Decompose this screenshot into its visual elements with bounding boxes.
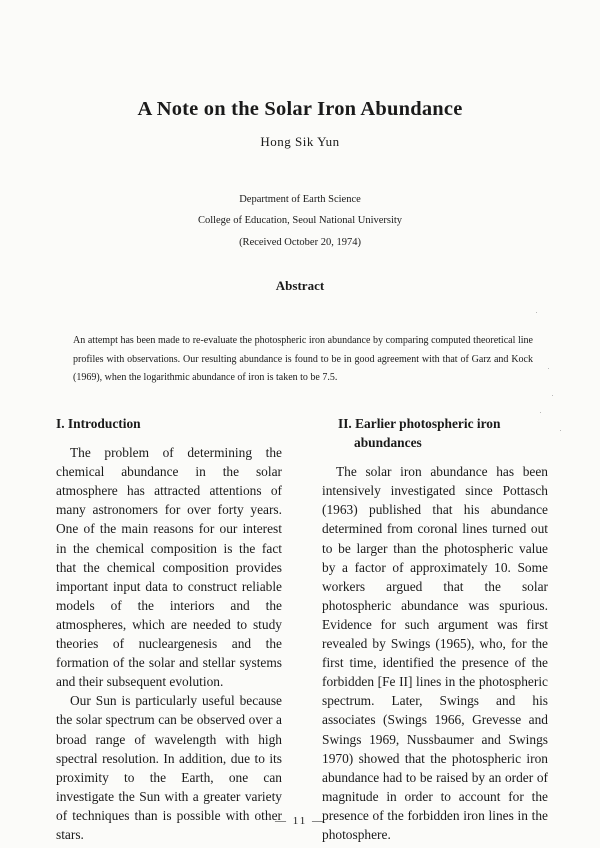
author-name: Hong Sik Yun bbox=[260, 134, 340, 149]
abstract-heading: Abstract bbox=[275, 278, 325, 293]
affiliation-college: College of Education, Seoul National University bbox=[197, 215, 403, 226]
scan-speck bbox=[548, 368, 549, 369]
abstract-text: An attempt has been made to re-evaluate the photospheric iron abundance by comparing computed theoretical line profiles with observations. Our resulting abundance is found to be in good agreement with that of Garz and Kock (1969), when the logarithmic abundance of iron is taken to be 7.5. bbox=[73, 335, 533, 384]
intro-paragraph-1: The problem of determining the chemical abundance in the solar atmosphere has attracted attentions of many astronomers for over forty years. One of the main reasons for our interest in the chemical composition is the fact that the chemical composition provides important input data to construct reliable models of the interiors and the atmospheres, which are needed to study theories of nucleargenesis and the formation of the solar and stellar systems and their subsequent evolution. bbox=[56, 445, 282, 690]
scan-speck bbox=[540, 412, 541, 413]
paper-title: A Note on the Solar Iron Abundance bbox=[137, 98, 463, 120]
left-column bbox=[56, 414, 282, 844]
section-heading-introduction: I. Introduction bbox=[56, 416, 141, 431]
scan-speck bbox=[552, 395, 553, 396]
scan-speck bbox=[560, 430, 561, 431]
intro-paragraph-2: Our Sun is particularly useful because the solar spectrum can be observed over a broad range of wavelength with high spectral resolution. In addition, due to its proximity to the Earth, one can investigate the Sun with a greater variety of techniques than is possible with other stars. bbox=[56, 693, 282, 842]
received-date: (Received October 20, 1974) bbox=[239, 237, 361, 248]
affiliation-department: Department of Earth Science bbox=[239, 194, 361, 205]
right-column bbox=[322, 414, 548, 844]
scan-speck bbox=[536, 312, 537, 313]
page-number: — 11 — bbox=[274, 815, 326, 827]
section-heading-earlier-abundances: II. Earlier photospheric iron abundances bbox=[338, 416, 501, 451]
earlier-paragraph-1: The solar iron abundance has been intensively investigated since Pottasch (1963) published that his abundance determined from coronal lines turned out to be larger than the photospheric value by a factor of approximately 10. Some workers argued that the solar photospheric abundance was spurious. Evidence for such argument was first revealed by Swings (1965), who, for the first time, identified the presence of the forbidden [Fe II] lines in the photospheric spectrum. Later, Swings and his associates (Swings 1966, Grevesse and Swings 1969, Nussbaumer and Swings 1970) showed that the photospheric iron abundance had to be raised by an order of magnitude in order to account for the presence of the forbidden iron lines in the photosphere. bbox=[322, 464, 548, 842]
